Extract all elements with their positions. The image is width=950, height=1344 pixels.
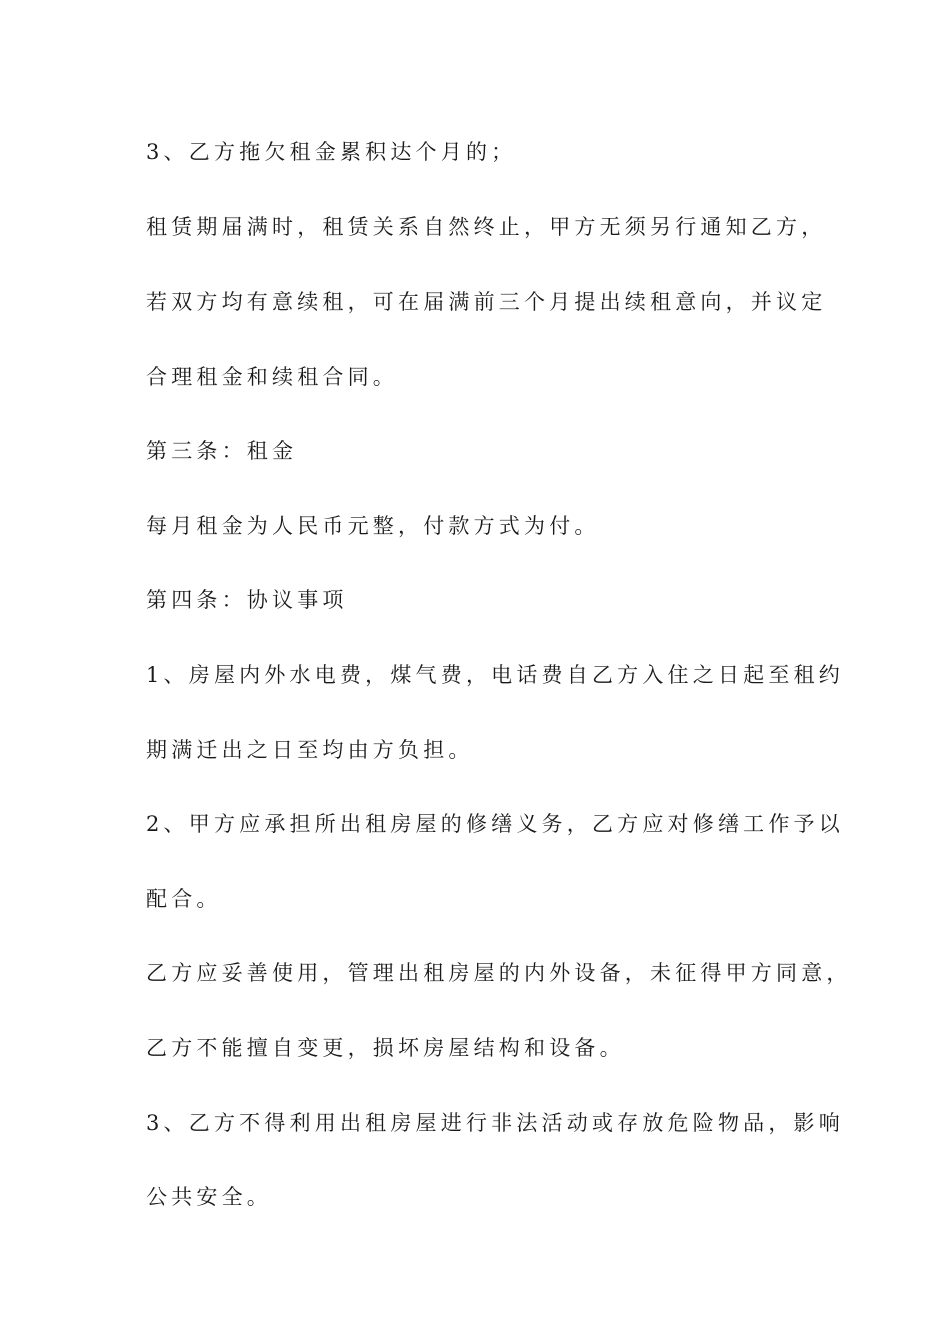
clause-2-repairs-line-2: 配合。 <box>146 887 222 911</box>
equipment-use-line-1: 乙方应妥善使用，管理出租房屋的内外设备，未征得甲方同意， <box>146 961 852 985</box>
clause-1-utilities-line-1: 1、房屋内外水电费，煤气费，电话费自乙方入住之日起至租约 <box>146 663 844 687</box>
clause-3-illegal-activity-line-1: 3、乙方不得利用出租房屋进行非法活动或存放危险物品，影响 <box>146 1111 844 1135</box>
clause-1-utilities-line-2: 期满迁出之日至均由方负担。 <box>146 738 474 762</box>
article-3-heading: 第三条：租金 <box>146 439 298 463</box>
monthly-rent-text: 每月租金为人民币元整，付款方式为付。 <box>146 514 600 538</box>
article-4-heading: 第四条：协议事项 <box>146 588 348 612</box>
clause-3-illegal-activity-line-2: 公共安全。 <box>146 1185 272 1209</box>
clause-3-rent-arrears: 3、乙方拖欠租金累积达个月的； <box>146 140 517 164</box>
lease-expiry-text-line-2: 若双方均有意续租，可在届满前三个月提出续租意向，并议定 <box>146 290 827 314</box>
lease-expiry-text-line-1: 租赁期届满时，租赁关系自然终止，甲方无须另行通知乙方， <box>146 215 827 239</box>
clause-2-repairs-line-1: 2、甲方应承担所出租房屋的修缮义务，乙方应对修缮工作予以 <box>146 812 844 836</box>
equipment-use-line-2: 乙方不能擅自变更，损坏房屋结构和设备。 <box>146 1036 625 1060</box>
lease-expiry-text-line-3: 合理租金和续租合同。 <box>146 365 398 389</box>
